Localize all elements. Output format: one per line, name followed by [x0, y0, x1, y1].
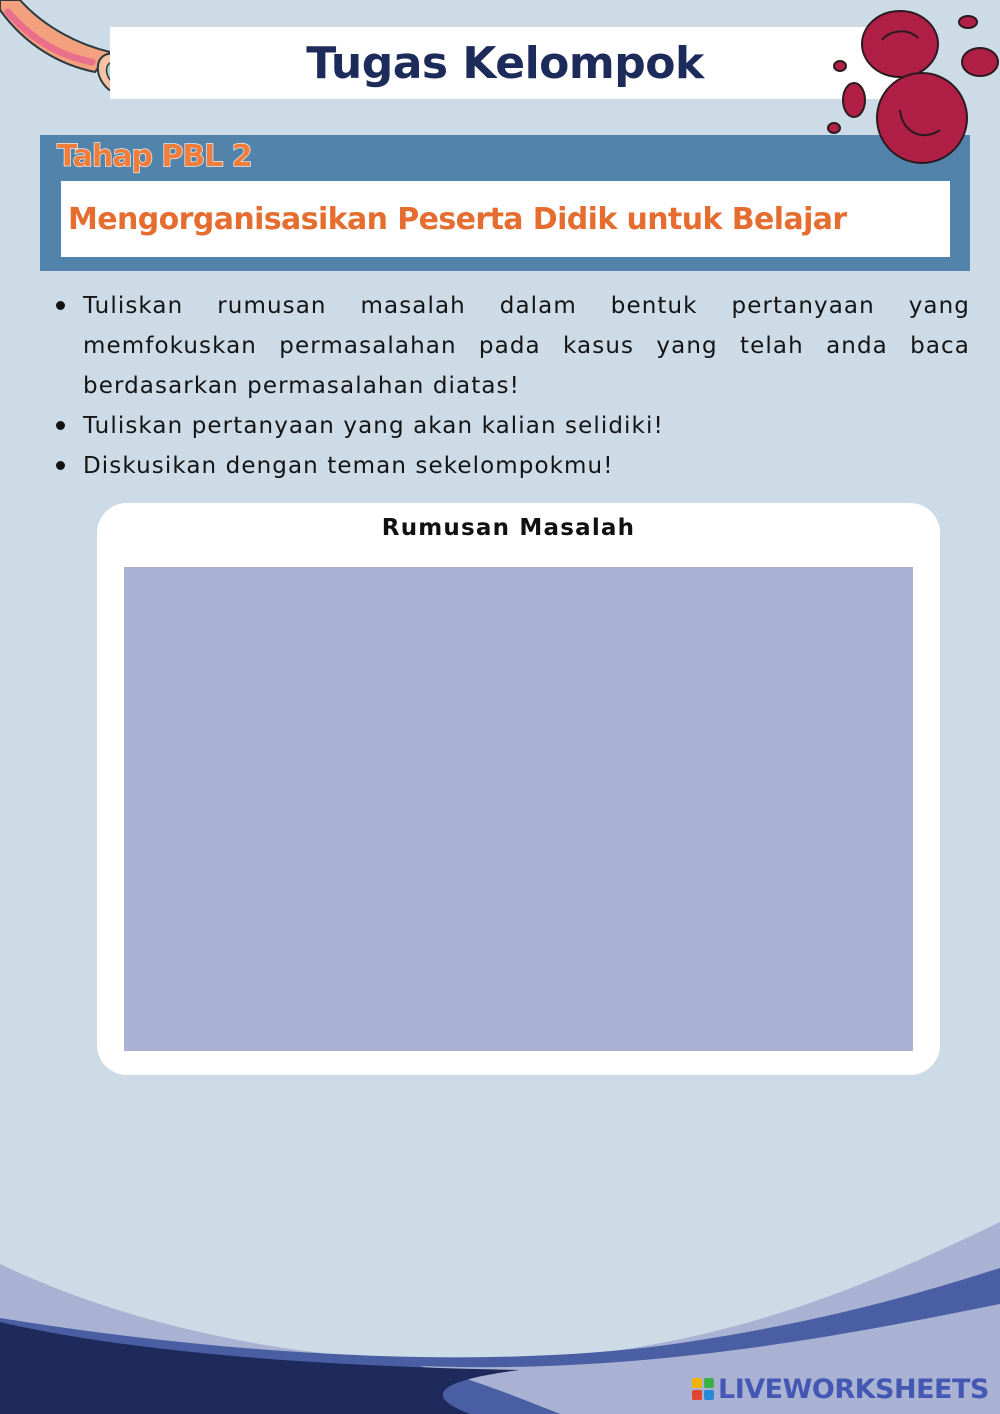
answer-card-title: Rumusan Masalah [381, 515, 636, 541]
instruction-text: Diskusikan dengan teman sekelompokmu! [83, 453, 614, 479]
problem-formulation-input[interactable] [124, 567, 913, 1051]
instruction-text: Tuliskan rumusan masalah dalam bentuk pertanyaan yang memfokuskan permasalahan pada kasus yang telah anda baca berdasarkan permasalahan diatas! [83, 293, 970, 399]
instruction-list [52, 286, 970, 486]
liveworksheets-watermark [692, 1374, 989, 1404]
page-title: Tugas Kelompok [306, 37, 704, 89]
instruction-item [52, 406, 970, 446]
title-banner [110, 27, 900, 99]
bullet-icon [56, 301, 65, 310]
instruction-item [52, 286, 970, 406]
pbl-stage-label: Tahap PBL 2 [57, 139, 252, 174]
instruction-text: Tuliskan pertanyaan yang akan kalian selidiki! [83, 413, 664, 439]
instruction-item [52, 446, 970, 486]
watermark-text: LIVEWORKSHEETS [718, 1373, 989, 1405]
pbl-stage-box [40, 135, 970, 271]
bullet-icon [56, 421, 65, 430]
pbl-stage-title-box [61, 181, 950, 257]
pbl-stage-title: Mengorganisasikan Peserta Didik untuk Belajar [68, 201, 847, 237]
bullet-icon [56, 461, 65, 470]
answer-card [97, 503, 940, 1075]
large-blood-cell-illustration [870, 70, 980, 170]
liveworksheets-logo-icon [692, 1378, 714, 1400]
